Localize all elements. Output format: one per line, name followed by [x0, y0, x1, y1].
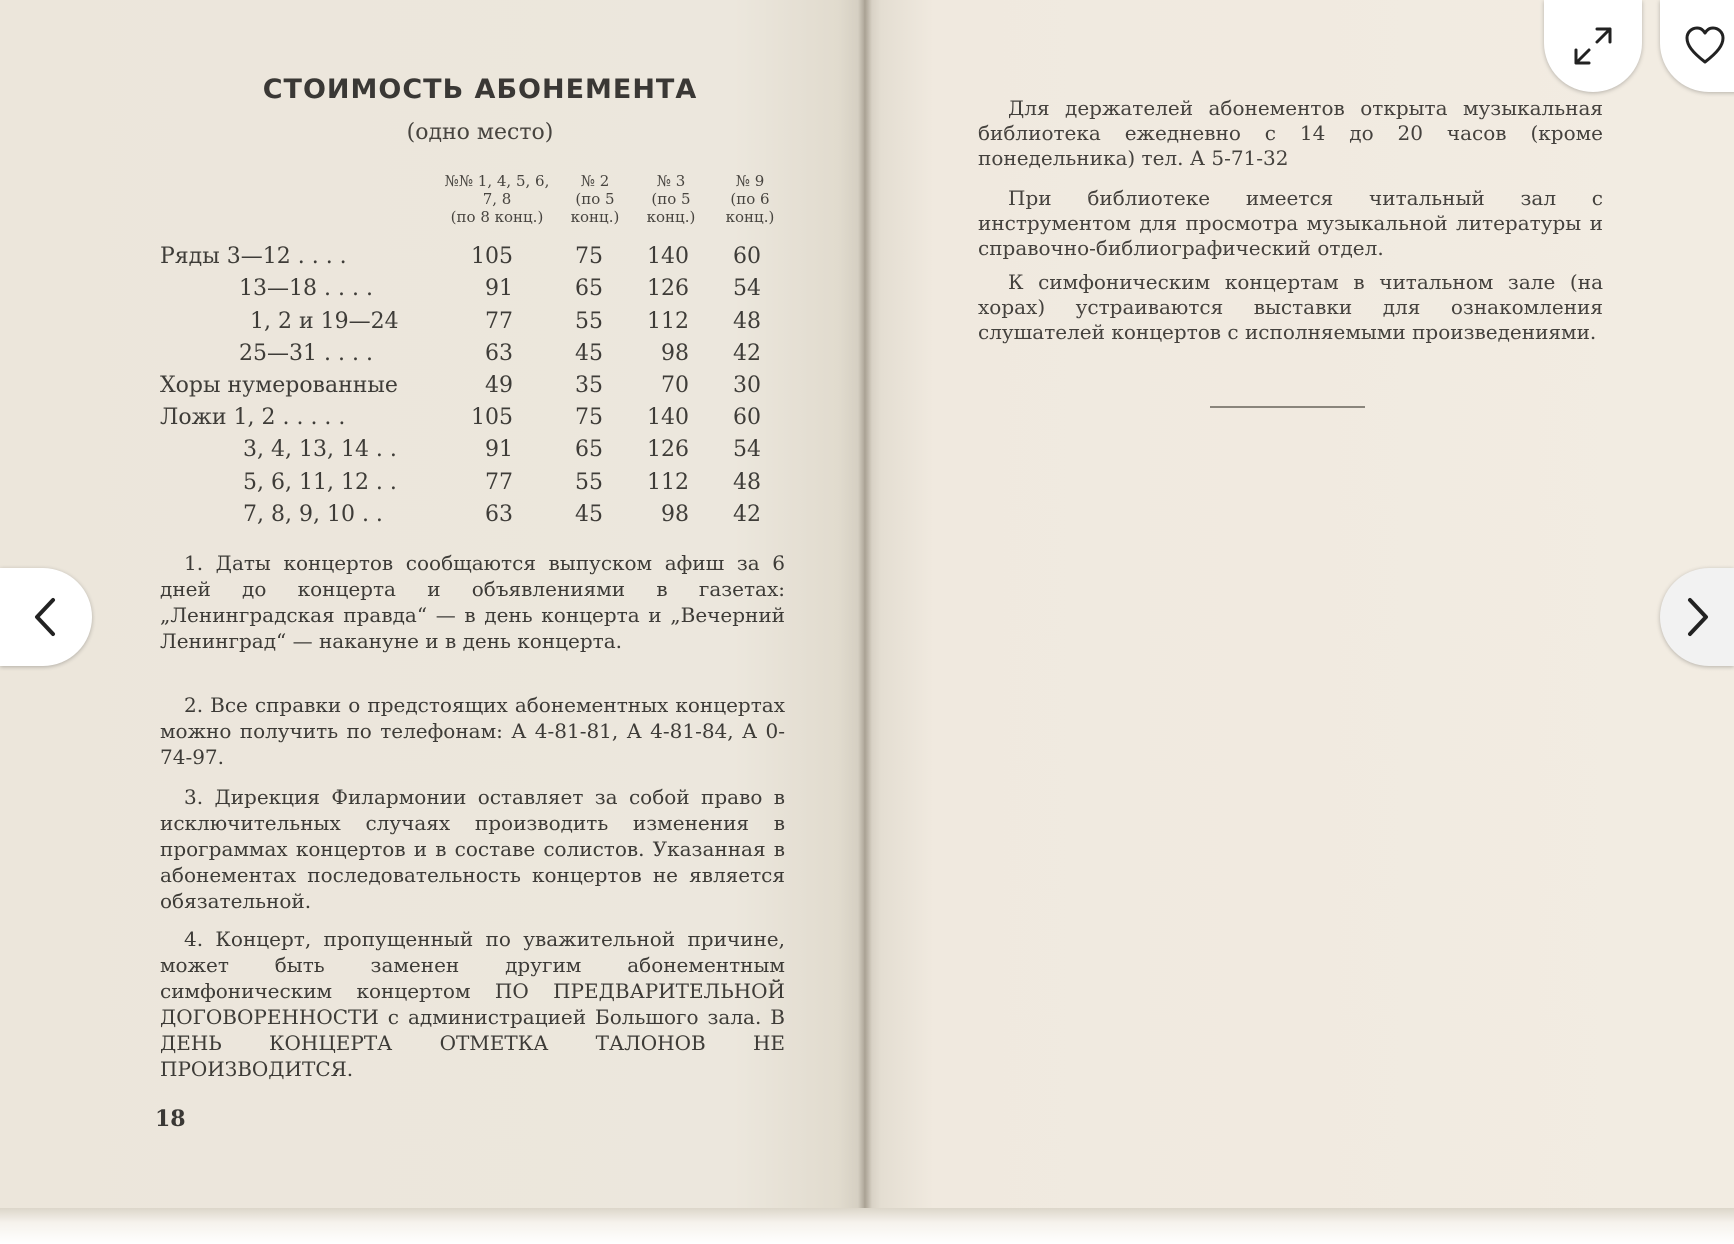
price-cell: 45	[575, 341, 603, 366]
price-cell: 54	[733, 437, 761, 462]
price-cell: 65	[575, 276, 603, 301]
column-header	[560, 172, 630, 226]
note-paragraph: 4. Концерт, пропущенный по уважительной причине, может быть заменен другим абонементным симфоническим концертом ПО ПРЕДВАРИТЕЛЬНОЙ ДОГОВОРЕННОСТИ с администрацией Большого зала. В ДЕНЬ КОНЦЕРТА ОТМЕТКА ТАЛОНОВ НЕ ПРОИЗВОДИТСЯ.	[160, 927, 785, 1081]
column-header-line: (по 8 конц.)	[450, 208, 544, 226]
price-cell: 55	[575, 470, 603, 495]
column-header-line: конц.)	[725, 208, 775, 226]
price-cell: 42	[733, 341, 761, 366]
column-header-line: 7, 8	[482, 190, 512, 208]
price-cell: 54	[733, 276, 761, 301]
price-cell: 105	[471, 244, 513, 269]
price-cell: 42	[733, 502, 761, 527]
price-cell: 140	[647, 405, 689, 430]
chevron-left-icon	[29, 595, 63, 639]
column-header-line: (по 6	[730, 190, 770, 208]
table-row	[160, 437, 780, 469]
price-cell: 140	[647, 244, 689, 269]
price-cell: 112	[647, 470, 689, 495]
table-row	[160, 405, 780, 437]
column-header-line: № 9	[735, 172, 765, 190]
price-cell: 98	[661, 502, 689, 527]
table-row	[160, 276, 780, 308]
price-cell: 63	[485, 502, 513, 527]
row-label: 13—18 . . . .	[239, 276, 373, 301]
column-header-line: №№ 1, 4, 5, 6,	[444, 172, 550, 190]
column-header-line: (по 5	[575, 190, 615, 208]
column-header	[636, 172, 706, 226]
price-cell: 70	[661, 373, 689, 398]
column-header-line: № 3	[656, 172, 686, 190]
price-cell: 126	[647, 437, 689, 462]
price-cell: 63	[485, 341, 513, 366]
price-cell: 65	[575, 437, 603, 462]
column-header-line: конц.)	[646, 208, 696, 226]
divider-rule	[1210, 406, 1365, 408]
expand-icon	[1570, 23, 1616, 69]
page-title: СТОИМОСТЬ АБОНЕМЕНТА	[262, 74, 698, 105]
row-label: 7, 8, 9, 10 . .	[243, 502, 383, 527]
page-subtitle: (одно место)	[406, 120, 554, 145]
note-paragraph: 3. Дирекция Филармонии оставляет за собой право в исключительных случаях производить изменения в программах концертов и в составе солистов. Указанная в абонементах последовательность концертов не является обязательной.	[160, 785, 785, 913]
table-row	[160, 309, 780, 341]
price-cell: 45	[575, 502, 603, 527]
heart-icon	[1682, 23, 1728, 69]
price-cell: 77	[485, 309, 513, 334]
row-label: Ряды 3—12 . . . .	[160, 244, 347, 269]
photo-bottom-edge	[0, 1208, 1734, 1244]
price-cell: 75	[575, 244, 603, 269]
column-header	[715, 172, 785, 226]
price-cell: 55	[575, 309, 603, 334]
booklet-gutter	[858, 0, 872, 1220]
price-cell: 77	[485, 470, 513, 495]
price-cell: 49	[485, 373, 513, 398]
table-row	[160, 373, 780, 405]
note-paragraph: 2. Все справки о предстоящих абонементных концертах можно получить по телефонам: А 4-81-81, А 4-81-84, А 0-74-97.	[160, 693, 785, 769]
column-header-line: конц.)	[570, 208, 620, 226]
price-cell: 105	[471, 405, 513, 430]
table-row	[160, 470, 780, 502]
price-cell: 48	[733, 309, 761, 334]
row-label: Ложи 1, 2 . . . . .	[160, 405, 346, 430]
library-paragraph: К симфоническим концертам в читальном зале (на хорах) устраиваются выставки для ознакомления слушателей концертов с исполняемыми произведениями.	[978, 270, 1603, 344]
price-cell: 35	[575, 373, 603, 398]
library-paragraph: Для держателей абонементов открыта музыкальная библиотека ежедневно с 14 до 20 часов (кроме понедельника) тел. А 5-71-32	[978, 96, 1603, 170]
row-label: 3, 4, 13, 14 . .	[243, 437, 397, 462]
price-cell: 75	[575, 405, 603, 430]
price-cell: 48	[733, 470, 761, 495]
table-row	[160, 341, 780, 373]
price-cell: 91	[485, 437, 513, 462]
price-cell: 126	[647, 276, 689, 301]
price-cell: 30	[733, 373, 761, 398]
column-header-line: № 2	[580, 172, 610, 190]
column-header-line: (по 5	[651, 190, 691, 208]
price-cell: 60	[733, 244, 761, 269]
row-label: 1, 2 и 19—24	[250, 309, 399, 334]
price-cell: 60	[733, 405, 761, 430]
note-paragraph: 1. Даты концертов сообщаются выпуском афиш за 6 дней до концерта и объявлениями в газетах: „Ленинградская правда“ — в день концерта и „Вечерний Ленинград“ — накануне и в день концерта.	[160, 551, 785, 653]
price-cell: 91	[485, 276, 513, 301]
price-cell: 98	[661, 341, 689, 366]
row-label: Хоры нумерованные	[160, 373, 398, 398]
right-page	[864, 0, 1734, 1220]
column-header	[432, 172, 562, 226]
table-row	[160, 502, 780, 534]
price-cell: 112	[647, 309, 689, 334]
table-row	[160, 244, 780, 276]
row-label: 5, 6, 11, 12 . .	[243, 470, 397, 495]
library-paragraph: При библиотеке имеется читальный зал с инструментом для просмотра музыкальной литературы и справочно-библиографический отдел.	[978, 186, 1603, 260]
row-label: 25—31 . . . .	[239, 341, 373, 366]
page-number: 18	[155, 1106, 186, 1132]
chevron-right-icon	[1680, 595, 1714, 639]
